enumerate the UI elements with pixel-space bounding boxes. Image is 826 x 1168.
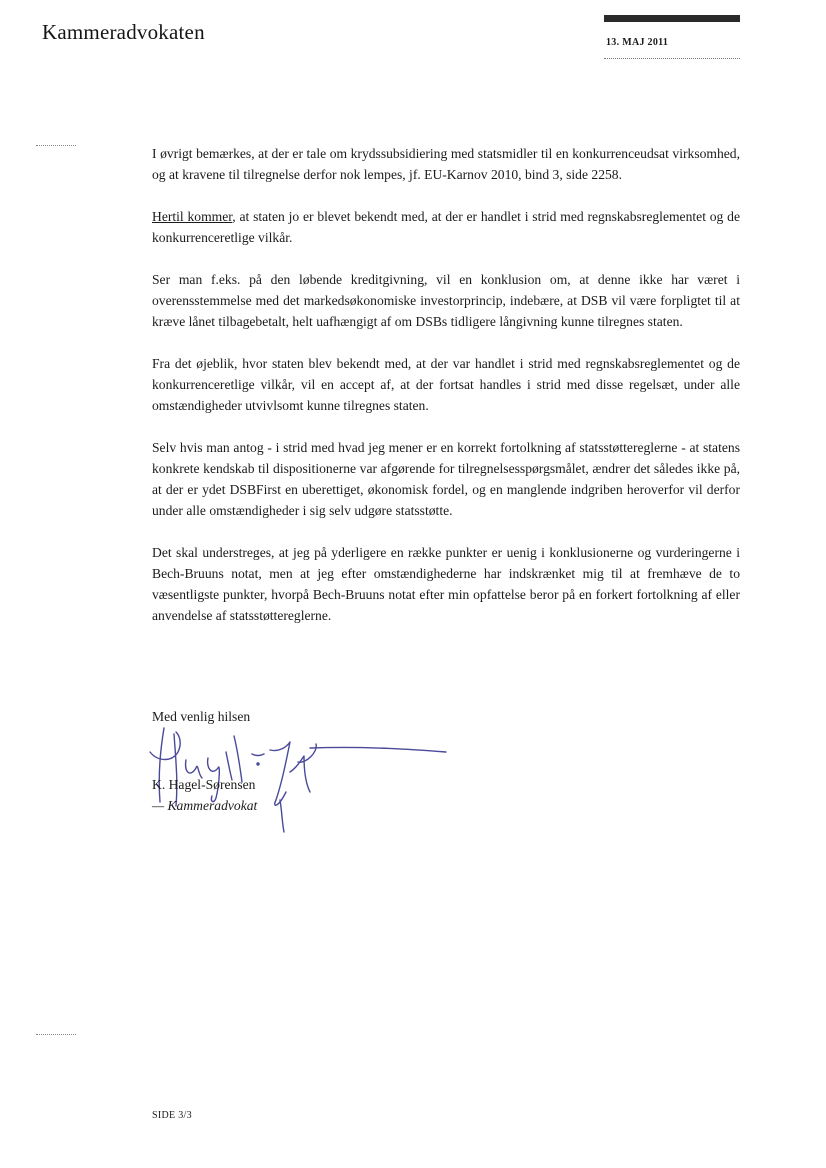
- paragraph-3: Ser man f.eks. på den løbende kreditgivning, vil en konklusion om, at denne ikke har været i overensstemmelse med det markedsøkonomiske investorprincip, indebære, at DSB vil være forpligtet til at kræve lånet tilbagebetalt, helt uafhængigt af om DSBs tidligere långivning kunne tilregnes staten.: [152, 272, 740, 329]
- signer-title: — Kammeradvokat: [152, 798, 258, 813]
- paragraph-2: [152, 206, 740, 248]
- letterhead-title: Kammeradvokaten: [42, 20, 205, 44]
- letter-body: [152, 143, 740, 647]
- date-bar: [604, 15, 740, 22]
- signer-name: K. Hagel-Sørensen: [152, 777, 256, 792]
- letter-date: 13. MAJ 2011: [606, 37, 669, 48]
- paragraph-5: Selv hvis man antog - i strid med hvad jeg mener er en korrekt fortolkning af statsstøttereglerne - at statens konkrete kendskab til dispositionerne var afgørende for tilregnelsesspørgsmålet, ændrer det således ikke på, at der er ydet DSBFirst en uberettiget, økonomisk fordel, og en manglende indgriben heroverfor vil derfor under alle omstændigheder i sig selv udgøre statsstøtte.: [152, 440, 740, 518]
- paragraph-6: Det skal understreges, at jeg på yderligere en række punkter er uenig i konklusionerne og vurderingerne i Bech-Bruuns notat, men at jeg efter omstændighederne har indskrænket mig til at fremhæve de to væsentligste punkter, hvorpå Bech-Bruuns notat efter min opfattelse beror på en forkert fortolkning af eller anvendelse af statsstøttereglerne.: [152, 545, 740, 623]
- paragraph-2-rest: , at staten jo er blevet bekendt med, at der er handlet i strid med regnskabsreglementet og de konkurrenceretlige vilkår.: [152, 209, 740, 245]
- signer-block: [152, 774, 257, 816]
- margin-mark-top: [36, 145, 76, 146]
- page-number: SIDE 3/3: [152, 1110, 192, 1121]
- margin-mark-bottom: [36, 1034, 76, 1035]
- paragraph-1: I øvrigt bemærkes, at der er tale om krydssubsidiering med statsmidler til en konkurrenceudsat virksomhed, og at kravene til tilregnelse derfor nok lempes, jf. EU-Karnov 2010, bind 3, side 2258.: [152, 146, 740, 182]
- paragraph-4: Fra det øjeblik, hvor staten blev bekendt med, at der var handlet i strid med regnskabsreglementet og de konkurrenceretlige vilkår, vil en accept af, at der fortsat handles i strid med disse regelsæt, under alle omstændigheder utvivlsomt kunne tilregnes staten.: [152, 356, 740, 413]
- paragraph-2-lead: Hertil kommer: [152, 209, 233, 224]
- date-rule: [604, 58, 740, 59]
- closing-greeting: Med venlig hilsen: [152, 709, 251, 724]
